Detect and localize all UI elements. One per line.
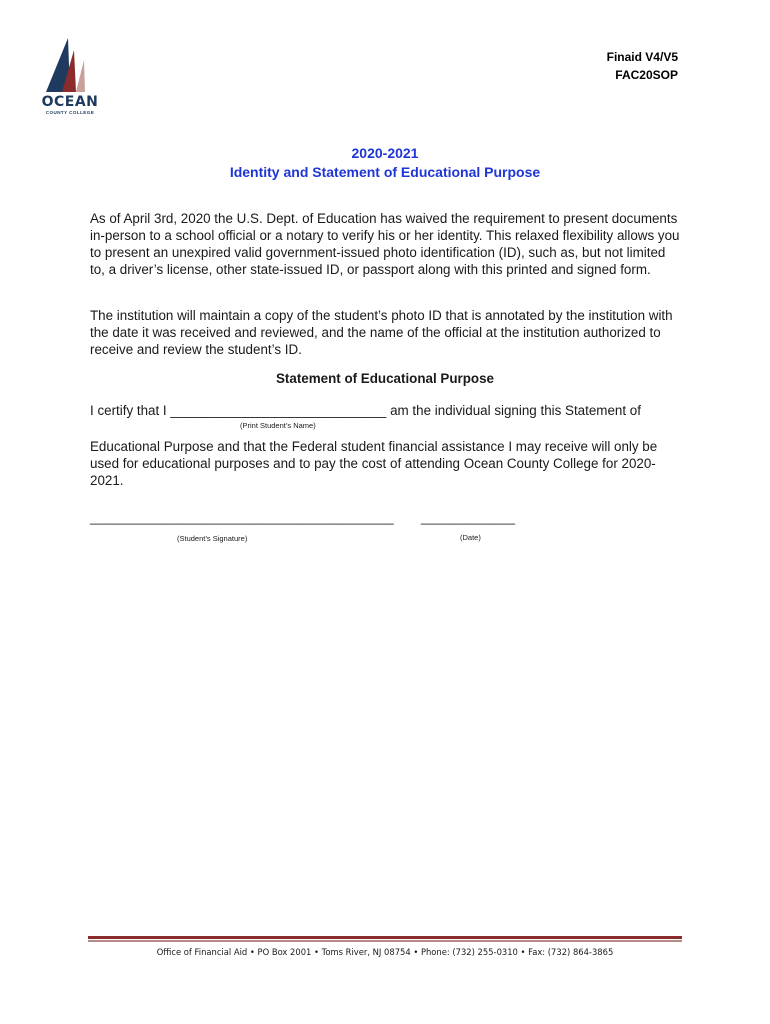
name-caption: (Print Student’s Name) bbox=[240, 421, 316, 430]
form-code: FAC20SOP bbox=[615, 68, 678, 82]
certify-line bbox=[90, 402, 680, 419]
logo-subtitle: COUNTY COLLEGE bbox=[45, 110, 95, 115]
logo-name: OCEAN bbox=[41, 94, 99, 110]
certify-suffix: am the individual signing this Statement of bbox=[390, 403, 641, 418]
title-year: 2020-2021 bbox=[351, 145, 419, 161]
date-caption: (Date) bbox=[460, 533, 481, 542]
paragraph-id-retention: The institution will maintain a copy of the student’s photo ID that is annotated by the institution with the date it was received and reviewed, and the name of the official at the institution authorized to receive and review the student’s ID. bbox=[90, 308, 673, 357]
signature-field[interactable]: __________________________________________ bbox=[90, 510, 394, 525]
paragraph-waiver: As of April 3rd, 2020 the U.S. Dept. of Education has waived the requirement to present documents in-person to a school official or a notary to verify his or her identity. This relaxed flexibility allows you to present an unexpired valid government-issued photo identification (ID), such as, but not limited to, a driver’s license, other state-issued ID, or passport along with this printed and signed form. bbox=[90, 211, 680, 277]
date-field[interactable]: _____________ bbox=[421, 510, 515, 525]
signature-caption: (Student’s Signature) bbox=[177, 534, 248, 543]
footer-rule bbox=[88, 936, 682, 939]
footer-contact: Office of Financial Aid • PO Box 2001 • Toms River, NJ 08754 • Phone: (732) 255-0310 • Fax: (732) 864-3865 bbox=[156, 947, 614, 957]
certify-prefix: I certify that I bbox=[90, 403, 167, 418]
student-name-field[interactable]: _____________________________ bbox=[170, 403, 387, 418]
footer-rule-accent bbox=[88, 940, 682, 942]
form-version: Finaid V4/V5 bbox=[606, 50, 678, 64]
statement-heading: Statement of Educational Purpose bbox=[275, 371, 494, 386]
ocean-county-college-logo bbox=[38, 36, 102, 118]
page-title: Identity and Statement of Educational Purpose bbox=[229, 164, 541, 180]
statement-body: Educational Purpose and that the Federal student financial assistance I may receive will only be used for educational purposes and to pay the cost of attending Ocean County College for 2020-2021. bbox=[90, 439, 658, 488]
sails-icon bbox=[38, 36, 102, 94]
